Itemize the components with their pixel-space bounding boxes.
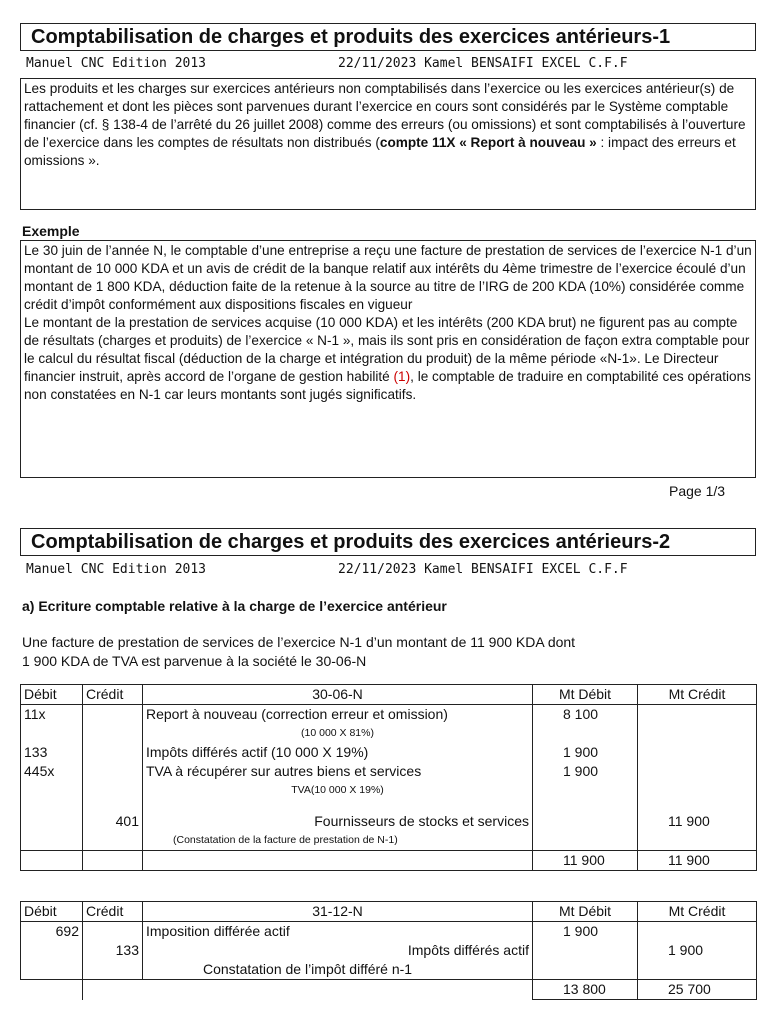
debit-amount: 1 900 [533, 743, 638, 762]
part2-author: 22/11/2023 Kamel BENSAIFI EXCEL C.F.F [338, 562, 628, 577]
col-credit: Crédit [83, 902, 143, 922]
entry2-date: 31-12-N [143, 902, 533, 922]
account-label: Impôts différés actif (10 000 X 19%) [143, 743, 533, 762]
total-credit: 11 900 [638, 851, 757, 871]
credit-amount: 11 900 [638, 812, 757, 831]
col-debit: Débit [21, 685, 83, 705]
example-paragraph-2-end: , le comptable de traduire en comptabilité ces opérations non constatées en N-1 car leurs montants sont jugés significatifs. [24, 369, 751, 402]
part1-example [20, 240, 756, 478]
entry1-date: 30-06-N [143, 685, 533, 705]
part1-author: 22/11/2023 Kamel BENSAIFI EXCEL C.F.F [338, 56, 628, 71]
debit-amount: 1 900 [533, 922, 638, 942]
part1-title: Comptabilisation de charges et produits des exercices antérieurs-1 [20, 23, 756, 51]
entry-description: (Constatation de la facture de prestation de N-1) [143, 831, 533, 851]
intro-bold: compte 11X « Report à nouveau » [379, 135, 597, 150]
account-label: Impôts différés actif [143, 941, 533, 960]
total-credit: 25 700 [638, 980, 757, 1000]
account-label: TVA à récupérer sur autres biens et services [143, 762, 533, 781]
example-heading: Exemple [22, 223, 80, 239]
part2-source: Manuel CNC Edition 2013 [26, 562, 207, 577]
total-debit: 13 800 [533, 980, 638, 1000]
part1-intro [20, 78, 756, 210]
account-label: Imposition différée actif [143, 922, 533, 942]
description-line-1: Une facture de prestation de services de l’exercice N-1 d’un montant de 11 900 KDA dont [22, 634, 576, 650]
col-debit: Débit [21, 902, 83, 922]
total-debit: 11 900 [533, 851, 638, 871]
account: 133 [21, 743, 83, 762]
col-credit: Crédit [83, 685, 143, 705]
account: 11x [21, 705, 83, 725]
calc-note: (10 000 X 81%) [143, 724, 533, 743]
example-paragraph-2: Le montant de la prestation de services acquise (10 000 KDA) et les intérêts (200 KDA brut) ne figurent pas au compte de résultats (charges et produits) de l’exercice « N-1 », mais ils sont pris en considération de façon extra comptable pour le calcul du résultat fiscal (déduction de la charge et intégration du produit) de la même période «N-1». Le Directeur financier instruit, après accord de l’organe de gestion habilité [24, 315, 750, 384]
account-label: Report à nouveau (correction erreur et omission) [143, 705, 533, 725]
description-line-2: 1 900 KDA de TVA est parvenue à la société le 30-06-N [22, 653, 367, 669]
col-debit-amount: Mt Débit [533, 685, 638, 705]
example-paragraph-1: Le 30 juin de l’année N, le comptable d’une entreprise a reçu une facture de prestation de services de l’exercice N-1 d’un montant de 10 000 KDA et un avis de crédit de la banque relatif aux intérêts du 4ème trimestre de l’exercice écoulé d’un montant de 1 800 KDA, déduction faite de la retenue à la source au titre de l’IRG de 200 KDA (10%) considérée comme crédit d’impôt conformément aux dispositions fiscales en vigueur [24, 243, 752, 312]
credit-amount: 1 900 [638, 941, 757, 960]
debit-amount: 8 100 [533, 705, 638, 725]
footnote-ref: (1) [393, 369, 411, 384]
journal-entry-2 [20, 901, 757, 1000]
calc-note: TVA(10 000 X 19%) [143, 781, 533, 800]
account: 133 [83, 941, 143, 960]
account-label: Fournisseurs de stocks et services [143, 812, 533, 831]
account: 692 [21, 922, 83, 942]
section-heading: a) Ecriture comptable relative à la charge de l’exercice antérieur [22, 598, 447, 614]
intro-text-1: Les produits et les charges sur exercices antérieurs non comptabilisés dans l’exercice ou les exercices antérieur(s) de rattachement et dont les pièces sont parvenues durant l’exercice en cours sont considérés par le Système comptable financier (cf. § 138-4 de l’arrêté du 26 juillet 2008) comme des erreurs (ou omissions) et sont comptabilisés à l’ouverture de l’exercice dans les comptes de résultats non distribués ( [24, 81, 746, 150]
part2-title: Comptabilisation de charges et produits des exercices antérieurs-2 [20, 528, 756, 556]
journal-entry-1 [20, 684, 757, 871]
debit-amount: 1 900 [533, 762, 638, 781]
intro-text-2: : impact des erreurs et omissions ». [24, 135, 736, 168]
entry-description: Constatation de l’impôt différé n-1 [143, 960, 533, 980]
account: 445x [21, 762, 83, 781]
col-credit-amount: Mt Crédit [638, 685, 757, 705]
part1-source: Manuel CNC Edition 2013 [26, 56, 207, 71]
col-credit-amount: Mt Crédit [638, 902, 757, 922]
col-debit-amount: Mt Débit [533, 902, 638, 922]
page-number: Page 1/3 [669, 483, 726, 499]
account: 401 [83, 812, 143, 831]
